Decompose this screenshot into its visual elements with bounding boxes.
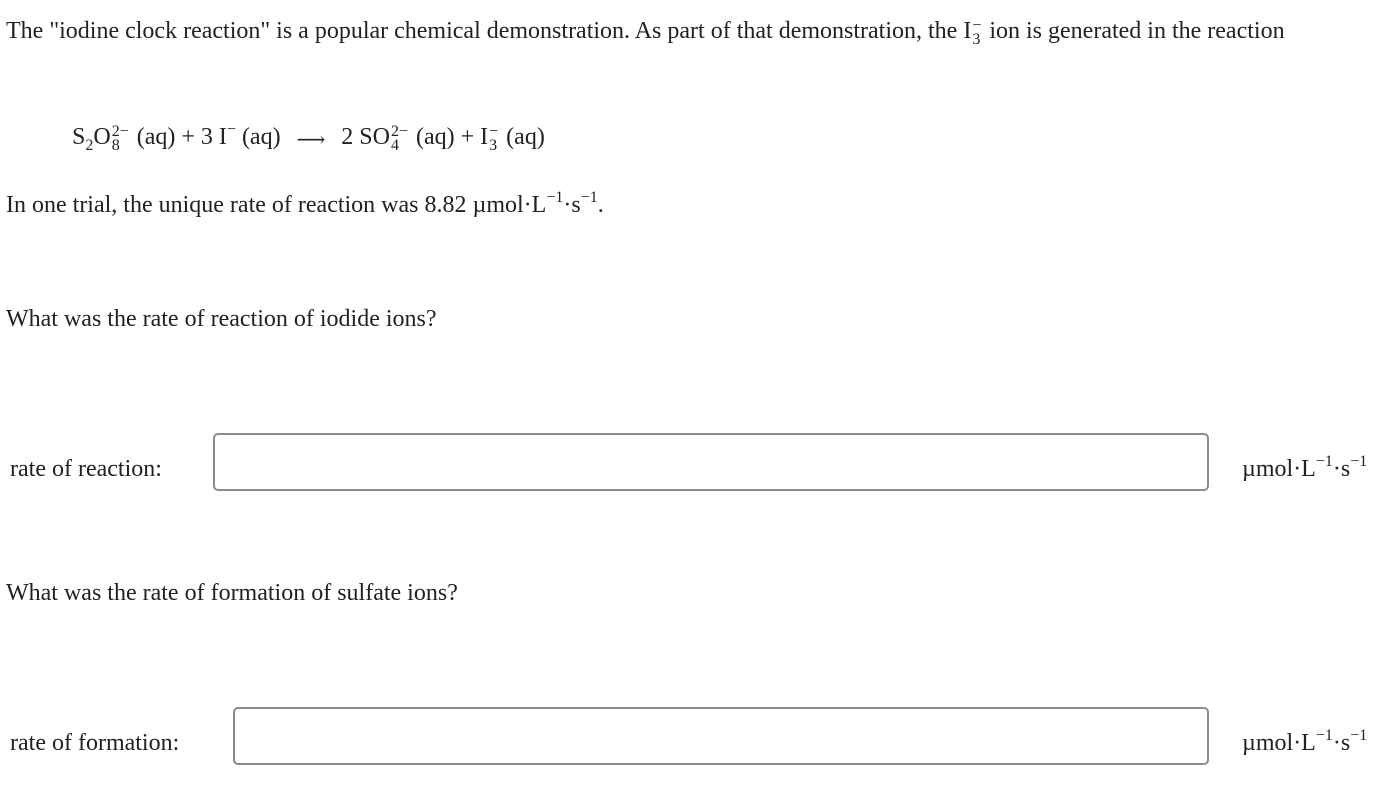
persulfate-o: O: [93, 124, 111, 150]
rate-of-reaction-label: rate of reaction:: [10, 456, 162, 482]
triiodide-subscript: 3: [489, 137, 498, 155]
sulfate-scripts: [391, 125, 408, 153]
triiodide-state: (aq): [506, 124, 545, 150]
persulfate-s: S: [72, 124, 86, 150]
rate-of-reaction-input[interactable]: [213, 433, 1209, 491]
intro-text-part2: ion is generated in the reaction: [983, 18, 1285, 44]
rate-statement-period: .: [597, 192, 604, 218]
persulfate-state-and-iodide: (aq) + 3 I: [136, 124, 227, 150]
question-sulfate-rate: What was the rate of formation of sulfate ions?: [6, 580, 458, 606]
unit-exponent-1: −1: [1315, 727, 1333, 744]
unit-base: µmol·L: [1242, 456, 1316, 482]
unit-exponent-2: −1: [1350, 453, 1368, 470]
rate-unit-seconds: ·s: [563, 192, 581, 218]
unit-base: µmol·L: [1242, 730, 1316, 756]
persulfate-s-subscript: 2: [85, 137, 94, 154]
sulfate-subscript: 4: [390, 137, 399, 155]
rate-of-formation-input[interactable]: [233, 707, 1209, 765]
reaction-arrow-icon: ⟶: [296, 129, 326, 151]
i3-subscript: 3: [972, 31, 981, 49]
unit-exponent-1: −1: [1315, 453, 1333, 470]
unit-seconds: ·s: [1332, 456, 1351, 482]
persulfate-scripts: [112, 125, 129, 153]
sulfate-charge: 2−: [390, 123, 408, 141]
rate-of-reaction-unit: [1242, 450, 1367, 488]
persulfate-charge: 2−: [111, 123, 129, 141]
triiodide-charge: −: [489, 123, 499, 141]
problem-intro: [6, 12, 1346, 50]
rate-of-formation-unit: [1242, 724, 1367, 762]
rate-unit-exponent-2: −1: [580, 189, 598, 206]
iodide-state: (aq): [241, 124, 281, 150]
iodide-charge: −: [226, 121, 236, 138]
i3-ion-scripts: [972, 19, 981, 47]
rate-of-formation-label: rate of formation:: [10, 730, 180, 756]
unit-exponent-2: −1: [1350, 727, 1368, 744]
rate-unit-exponent-1: −1: [546, 189, 564, 206]
i3-charge: −: [972, 17, 982, 35]
chemical-equation: [72, 118, 545, 157]
unit-seconds: ·s: [1332, 730, 1351, 756]
triiodide-scripts: [489, 125, 498, 153]
sulfate-formula: 2 SO: [341, 124, 390, 150]
rate-statement-text: In one trial, the unique rate of reaction was 8.82 µmol·L: [6, 192, 547, 218]
question-iodide-rate: What was the rate of reaction of iodide ions?: [6, 306, 437, 332]
persulfate-o-subscript: 8: [111, 137, 120, 155]
sulfate-state-and-triiodide: (aq) + I: [415, 124, 489, 150]
rate-statement: [6, 186, 604, 224]
intro-text-part1: The "iodine clock reaction" is a popular chemical demonstration. As part of that demonstration, the I: [6, 18, 972, 44]
